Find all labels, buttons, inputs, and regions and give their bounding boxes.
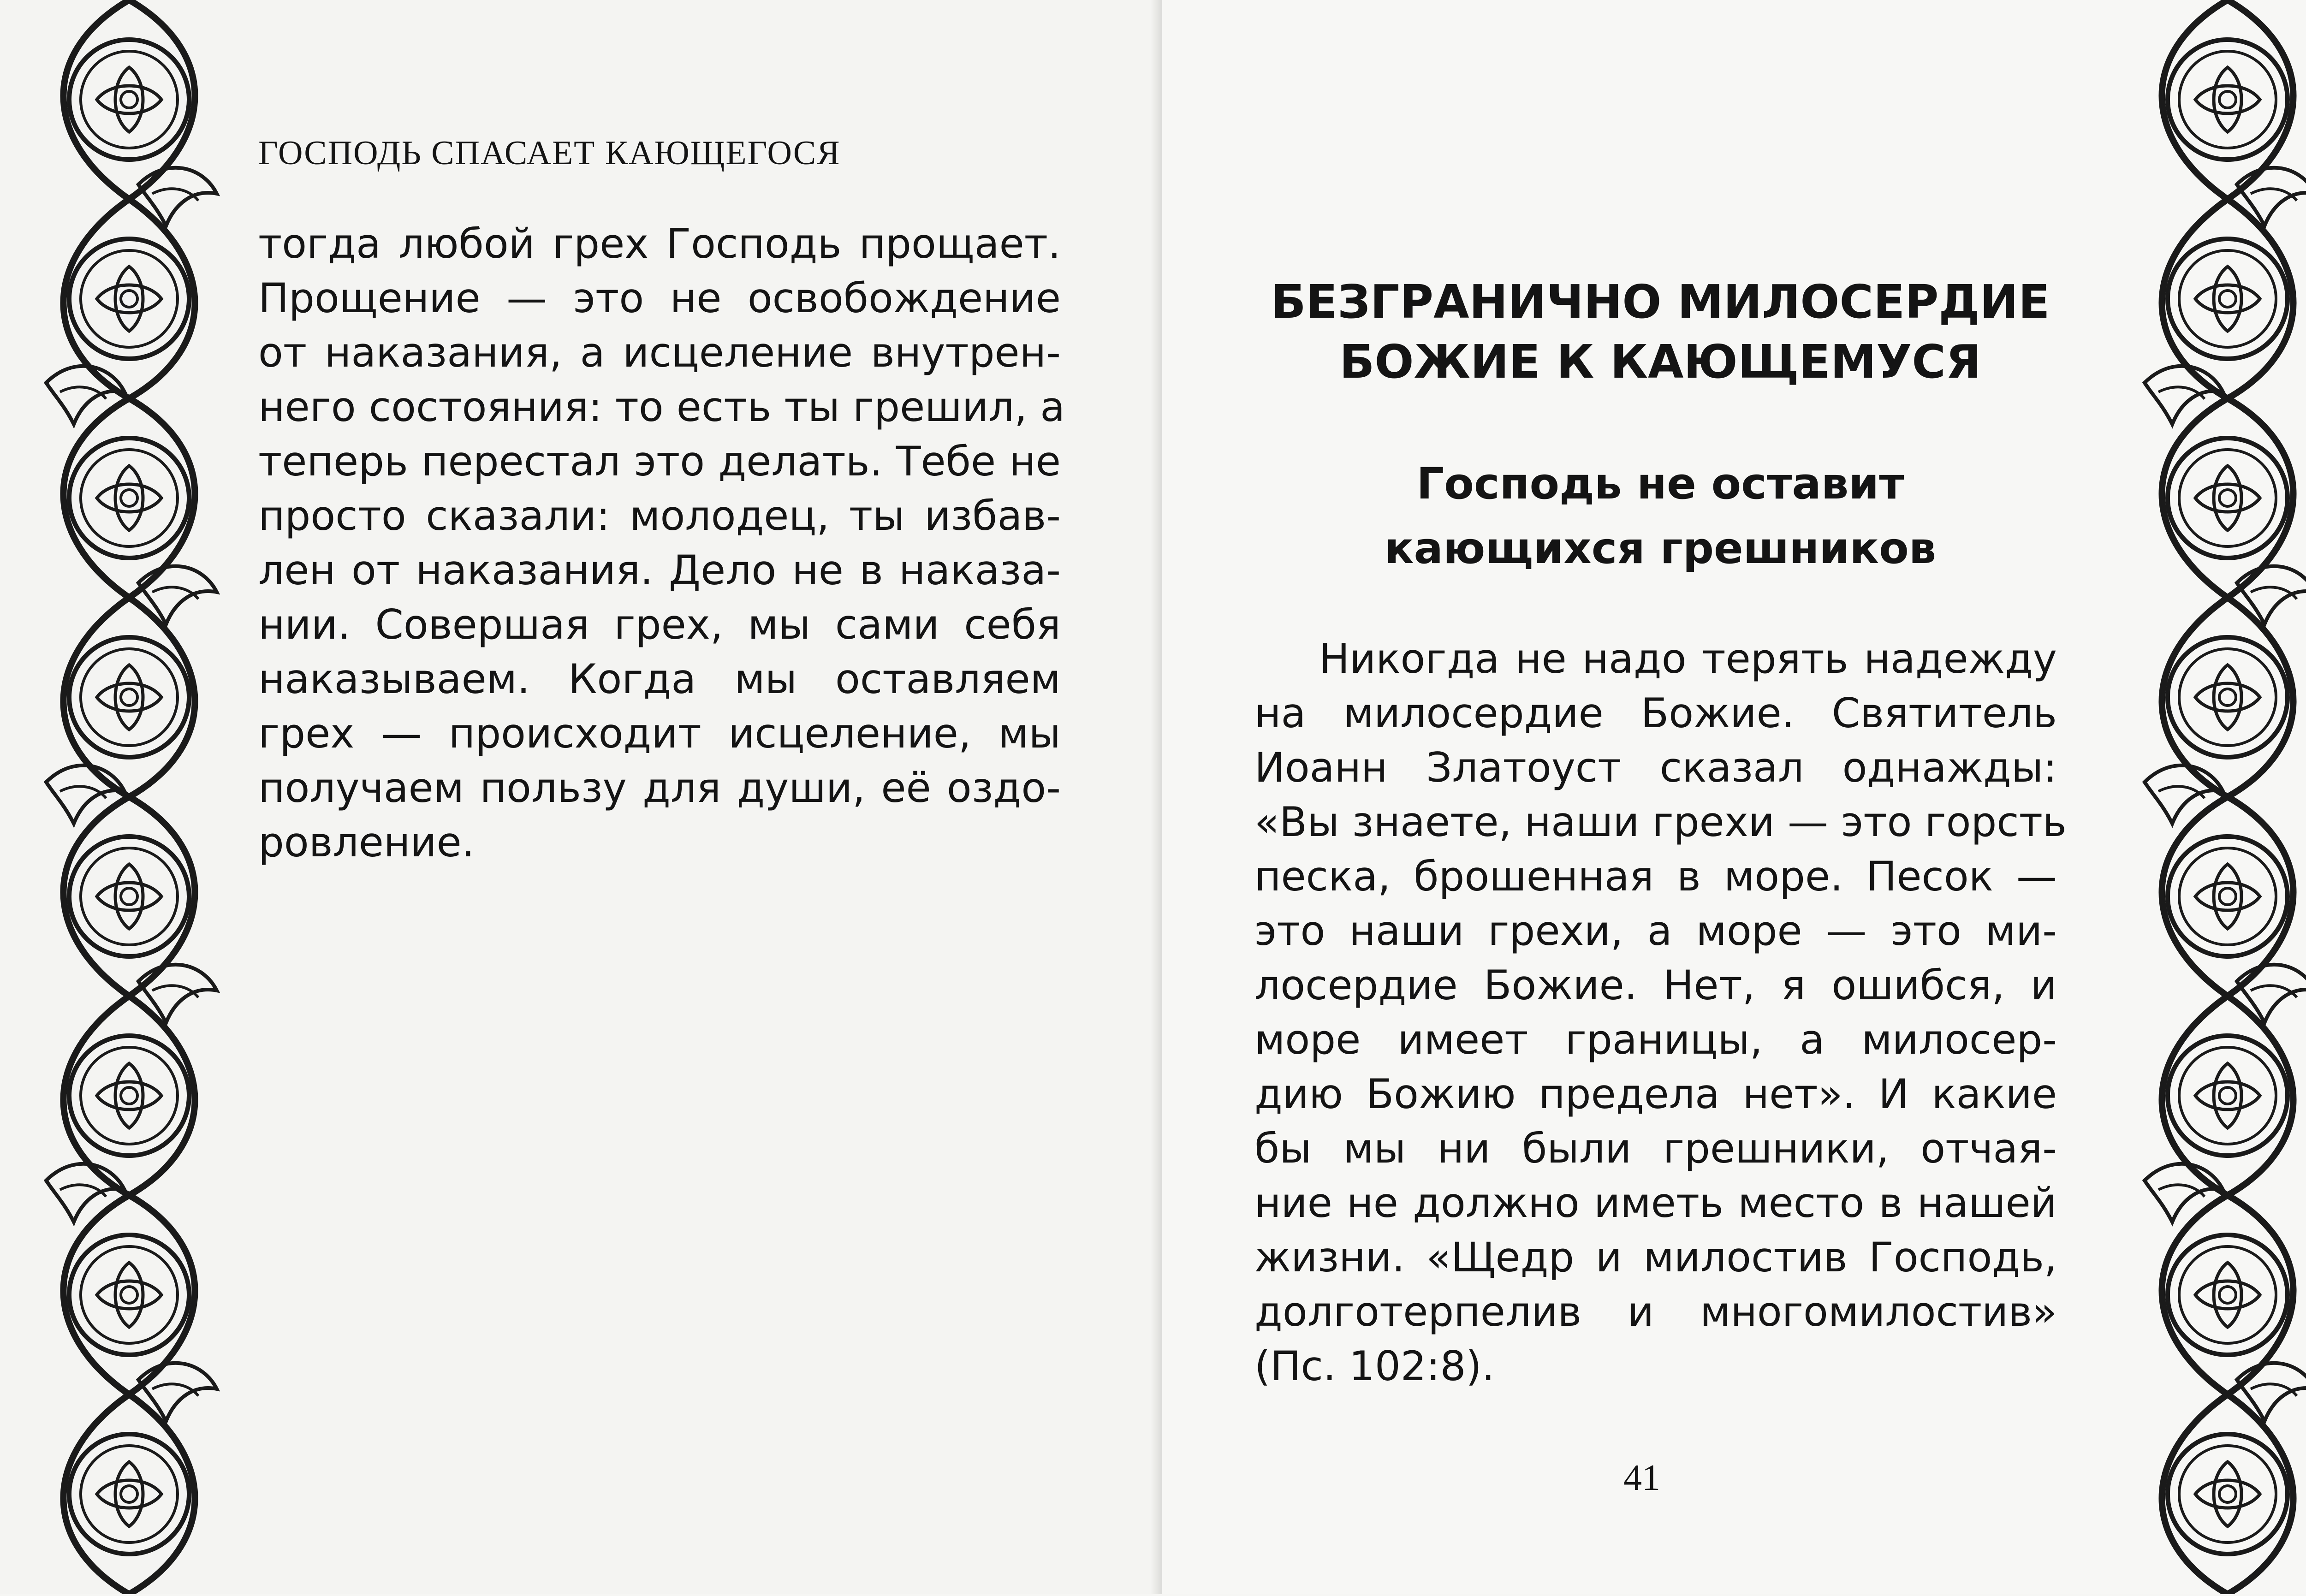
text-line: лосердие Божие. Нет, я ошибся, и [1254, 961, 2057, 1009]
chapter-title-line: БОЖИЕ К КАЮЩЕМУСЯ [1339, 335, 1981, 389]
text-line: наказываем. Когда мы оставляем [258, 655, 1061, 703]
text-line: от наказания, а исцеление внутрен- [258, 329, 1061, 376]
text-line: долготерпелив и многомилостив» [1254, 1288, 2057, 1335]
text-line: ровление. [258, 819, 475, 866]
text-line: грех — происходит исцеление, мы [258, 710, 1061, 757]
section-title-line: кающихся грешников [1384, 523, 1937, 574]
text-line: море имеет границы, а милосер- [1254, 1016, 2057, 1063]
vine-ornament-icon [2117, 0, 2306, 1594]
text-line: теперь перестал это делать. Тебе не [258, 438, 1061, 485]
left-page-text [258, 217, 1065, 870]
text-line: него состояния: то есть ты грешил, а [258, 383, 1065, 431]
text-line: Иоанн Златоуст сказал однажды: [1254, 744, 2057, 791]
text-line: просто сказали: молодец, ты избав- [258, 492, 1061, 540]
ornamental-border-right [2117, 0, 2306, 1594]
text-line: жизни. «Щедр и милостив Господь, [1254, 1234, 2057, 1281]
text-line: получаем пользу для души, её оздо- [258, 764, 1061, 812]
text-line: Прощение — это не освобождение [258, 274, 1061, 322]
text-line: бы мы ни были грешники, отчая- [1254, 1125, 2057, 1172]
text-line: это наши грехи, а море — это ми- [1254, 907, 2057, 955]
text-line: нии. Совершая грех, мы сами себя [258, 601, 1061, 648]
page-number: 41 [1623, 1458, 1660, 1498]
running-header: ГОСПОДЬ СПАСАЕТ КАЮЩЕГОСЯ [258, 134, 841, 172]
text-line: дию Божию предела нет». И какие [1254, 1070, 2057, 1118]
text-line: «Вы знаете, наши грехи — это горсть [1254, 798, 2067, 846]
chapter-title-line: БЕЗГРАНИЧНО МИЛОСЕРДИЕ [1271, 275, 2050, 329]
text-line: лен от наказания. Дело не в наказа- [258, 546, 1061, 594]
text-line: (Пс. 102:8). [1254, 1342, 1495, 1390]
right-page-text [1254, 632, 2067, 1394]
text-line: ние не должно иметь место в нашей [1254, 1179, 2057, 1227]
ornamental-border-left [18, 0, 240, 1594]
text-line: песка, брошенная в море. Песок — [1254, 853, 2057, 900]
text-line: тогда любой грех Господь прощает. [258, 220, 1061, 267]
section-title [1254, 452, 2066, 581]
text-line: Никогда не надо терять надежду [1319, 635, 2057, 682]
chapter-title [1254, 272, 2066, 392]
text-line: на милосердие Божие. Святитель [1254, 689, 2057, 737]
section-title-line: Господь не оставит [1416, 459, 1904, 509]
vine-ornament-icon [18, 0, 240, 1594]
